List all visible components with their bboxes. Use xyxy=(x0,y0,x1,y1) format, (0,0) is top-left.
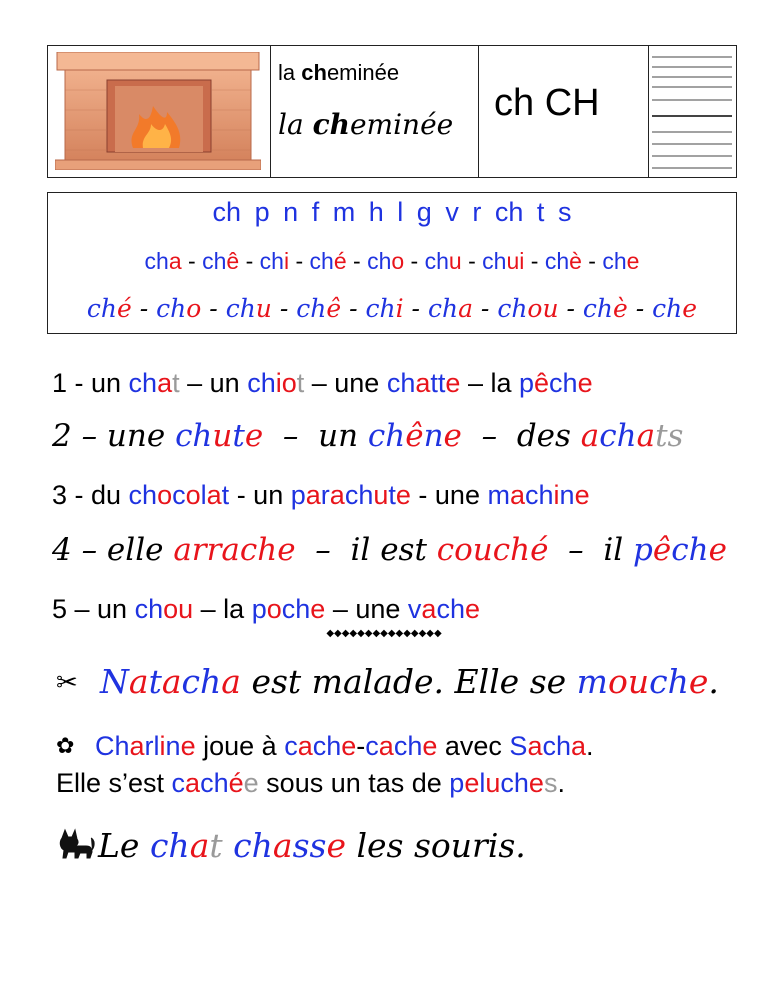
text-segment: ou xyxy=(163,594,194,624)
text-segment: – la xyxy=(193,594,252,624)
reading-line-5 xyxy=(52,594,480,625)
text-segment: t xyxy=(296,368,305,398)
syllable-vowel: a xyxy=(458,294,473,323)
text-segment: S xyxy=(509,731,528,761)
text-segment: a xyxy=(206,480,222,510)
word-cursive xyxy=(278,108,453,141)
reading-line-3 xyxy=(52,480,590,511)
letter-item: p xyxy=(254,197,270,227)
text-segment: ch xyxy=(181,662,222,701)
text-segment: u xyxy=(485,768,501,798)
syllable-consonant: ch xyxy=(156,294,187,323)
text-segment: arrache xyxy=(173,532,296,568)
text-segment: a xyxy=(161,662,182,701)
writing-lines xyxy=(652,52,732,172)
text-segment: a xyxy=(305,480,321,510)
letter-item: h xyxy=(368,197,384,227)
text-segment: e xyxy=(464,594,480,624)
word-cursive-prefix: la xyxy=(278,108,313,141)
text-segment: e xyxy=(180,731,196,761)
text-segment: t xyxy=(172,368,180,398)
letter-item: g xyxy=(416,197,432,227)
text-segment: t xyxy=(148,662,162,701)
text-segment: s xyxy=(543,768,558,798)
text-segment: p xyxy=(518,368,535,398)
text-segment: e xyxy=(395,480,411,510)
sentence-3 xyxy=(98,826,526,865)
syllable-vowel: è xyxy=(613,294,628,323)
syllable-separator: - xyxy=(271,294,297,323)
text-segment: - xyxy=(356,731,366,761)
text-segment: ch xyxy=(233,826,273,865)
text-segment: ê xyxy=(405,418,424,454)
scissors-icon: ✂ xyxy=(56,667,78,697)
text-segment: i xyxy=(553,480,560,510)
letter-item: l xyxy=(397,197,404,227)
text-segment: ts xyxy=(655,418,684,454)
reading-line-1 xyxy=(52,368,593,399)
text-segment: – une xyxy=(304,368,387,398)
text-segment: sous un tas de xyxy=(258,768,450,798)
text-segment: a xyxy=(297,731,313,761)
text-segment: ss xyxy=(292,826,327,865)
text-segment: n xyxy=(165,731,181,761)
syllable-consonant: ch xyxy=(365,294,396,323)
text-segment: ch xyxy=(671,532,709,568)
text-segment: o xyxy=(157,480,173,510)
text-segment: a xyxy=(272,826,293,865)
text-segment: p xyxy=(251,594,267,624)
reading-line-2 xyxy=(52,418,683,454)
letter-item: n xyxy=(283,197,299,227)
syllable-consonant: ch xyxy=(602,248,627,274)
text-segment: tt xyxy=(430,368,446,398)
syllable-separator: - xyxy=(461,248,483,274)
syllable-consonant: ch xyxy=(652,294,683,323)
text-segment: – une xyxy=(325,594,408,624)
text-segment: e xyxy=(688,662,709,701)
cat-icon xyxy=(56,828,96,860)
word-print xyxy=(278,60,399,86)
text-segment: e xyxy=(243,768,259,798)
text-segment: c xyxy=(365,731,379,761)
letter-item: s xyxy=(557,197,572,227)
text-segment: t xyxy=(388,480,396,510)
syllable-vowel: a xyxy=(168,248,182,274)
text-segment: a xyxy=(415,368,431,398)
text-segment: e xyxy=(574,480,590,510)
reading-line-4 xyxy=(52,532,727,568)
text-segment: a xyxy=(128,662,149,701)
text-segment: ch xyxy=(344,480,374,510)
text-segment: e xyxy=(577,368,593,398)
text-segment: n xyxy=(423,418,444,454)
text-segment: ch xyxy=(200,768,229,798)
letter-item: t xyxy=(536,197,545,227)
syllable-consonant: ch xyxy=(482,248,507,274)
text-segment: io xyxy=(275,368,297,398)
text-segment: a xyxy=(129,731,145,761)
letter-item: m xyxy=(332,197,356,227)
syllable-vowel: ê xyxy=(326,294,342,323)
text-segment: u xyxy=(212,418,233,454)
text-segment: u xyxy=(373,480,389,510)
text-segment: est malade. Elle se xyxy=(240,662,577,701)
syllable-vowel: i xyxy=(395,294,404,323)
syllable-consonant: ch xyxy=(427,294,459,323)
letter-item: ch xyxy=(494,197,524,227)
syllable-vowel: e xyxy=(626,248,640,274)
text-segment: ch xyxy=(393,731,423,761)
text-segment: ch xyxy=(549,368,578,398)
text-segment: a xyxy=(527,731,543,761)
text-segment: n xyxy=(559,480,575,510)
syllable-vowel: u xyxy=(255,294,272,323)
text-segment: ou xyxy=(607,662,650,701)
text-segment: ch xyxy=(149,826,190,865)
word-print-suffix: eminée xyxy=(326,60,400,85)
text-segment: ch xyxy=(599,418,637,454)
text-segment: a xyxy=(329,480,345,510)
syllables-print-row xyxy=(47,248,737,275)
text-segment: l xyxy=(479,768,486,798)
letter-item: ch xyxy=(212,197,242,227)
text-segment: e xyxy=(422,731,438,761)
word-cursive-bold: ch xyxy=(312,108,350,141)
text-segment: 5 – un xyxy=(52,594,135,624)
text-segment: ch xyxy=(386,368,416,398)
text-segment: Le xyxy=(98,826,150,865)
syllables-cursive-row xyxy=(47,294,737,323)
text-segment: o xyxy=(185,480,201,510)
divider: ◆◆◆◆◆◆◆◆◆◆◆◆◆◆◆ xyxy=(326,628,442,639)
text-segment: a xyxy=(580,418,600,454)
text-segment: c xyxy=(171,768,186,798)
text-segment: - un xyxy=(229,480,291,510)
text-segment: t xyxy=(209,826,223,865)
letter-item: r xyxy=(472,197,482,227)
syllable-consonant: ch xyxy=(296,294,327,323)
text-segment: – il est xyxy=(295,532,437,568)
text-segment: avec xyxy=(437,731,510,761)
text-segment: i xyxy=(159,731,166,761)
syllable-vowel: ou xyxy=(527,294,559,323)
syllable-vowel: è xyxy=(569,248,582,274)
text-segment: – il xyxy=(548,532,634,568)
text-segment: ch xyxy=(128,480,158,510)
text-segment: ch xyxy=(367,418,406,454)
text-segment: ch xyxy=(500,768,529,798)
text-segment: - une xyxy=(410,480,488,510)
text-segment: t xyxy=(232,418,245,454)
text-segment: ch xyxy=(175,418,213,454)
syllable-separator: - xyxy=(524,248,545,274)
text-segment: o xyxy=(266,594,282,624)
text-segment: l xyxy=(200,480,207,510)
letter-item: v xyxy=(445,197,459,227)
text-segment: e xyxy=(341,731,357,761)
syllable-separator: - xyxy=(403,294,428,323)
text-segment: e xyxy=(708,532,727,568)
syllable-separator: - xyxy=(131,294,157,323)
word-print-prefix: la xyxy=(278,60,302,85)
text-segment: 3 - du xyxy=(52,480,129,510)
sentence-1 xyxy=(100,662,719,701)
text-segment: – la xyxy=(460,368,519,398)
syllable-consonant: ch xyxy=(582,294,614,323)
syllable-vowel: ui xyxy=(506,248,525,274)
syllable-separator: - xyxy=(181,248,203,274)
text-segment: a xyxy=(157,368,173,398)
text-segment: m xyxy=(487,480,510,510)
text-segment: ch xyxy=(128,368,158,398)
syllable-consonant: ch xyxy=(544,248,570,274)
text-segment: c xyxy=(284,731,298,761)
syllable-separator: - xyxy=(472,294,498,323)
text-segment: r xyxy=(320,480,330,510)
syllable-vowel: é xyxy=(117,294,132,323)
syllable-vowel: é xyxy=(333,248,347,274)
syllable-separator: - xyxy=(346,248,368,274)
text-segment: 4 – elle xyxy=(52,532,174,568)
text-segment: Elle s’est xyxy=(56,768,172,798)
syllable-separator: - xyxy=(341,294,366,323)
text-segment: e xyxy=(445,368,461,398)
text-segment: rl xyxy=(144,731,160,761)
syllable-separator: - xyxy=(404,248,425,274)
syllable-consonant: ch xyxy=(259,248,284,274)
syllable-vowel: o xyxy=(391,248,405,274)
text-segment: v xyxy=(407,594,422,624)
syllable-consonant: ch xyxy=(202,248,227,274)
text-segment: a xyxy=(636,418,656,454)
text-segment: e xyxy=(528,768,544,798)
letters-title: ch CH xyxy=(494,82,600,124)
syllable-separator: - xyxy=(289,248,310,274)
text-segment: ch xyxy=(134,594,164,624)
text-segment: p xyxy=(290,480,306,510)
syllable-vowel: ê xyxy=(226,248,240,274)
text-segment: N xyxy=(100,662,129,701)
text-segment: a xyxy=(421,594,437,624)
text-segment: a xyxy=(221,662,241,701)
text-segment: e xyxy=(310,594,326,624)
text-segment: – un xyxy=(179,368,248,398)
text-segment: p xyxy=(449,768,465,798)
syllable-separator: - xyxy=(558,294,583,323)
text-segment: couché xyxy=(436,532,549,568)
text-segment: p xyxy=(633,532,653,568)
syllable-consonant: ch xyxy=(86,294,118,323)
text-segment: é xyxy=(228,768,244,798)
syllable-consonant: ch xyxy=(497,294,528,323)
text-segment: ch xyxy=(542,731,571,761)
text-segment: joue à xyxy=(195,731,285,761)
text-segment: e xyxy=(443,418,462,454)
text-segment: les souris. xyxy=(345,826,526,865)
letters-row xyxy=(47,197,737,228)
fireplace-illustration xyxy=(55,52,261,170)
text-segment xyxy=(223,826,234,865)
word-print-bold: ch xyxy=(301,60,327,85)
text-segment: c xyxy=(172,480,186,510)
syllable-separator: - xyxy=(627,294,653,323)
text-segment: ch xyxy=(525,480,554,510)
sentence-2-line-2 xyxy=(56,768,565,799)
syllable-consonant: ch xyxy=(309,248,334,274)
syllable-separator: - xyxy=(201,294,226,323)
text-segment: 1 - un xyxy=(52,368,129,398)
syllable-vowel: i xyxy=(283,248,290,274)
sentence-2-line-1 xyxy=(95,731,594,762)
text-segment: – un xyxy=(263,418,368,454)
text-segment: 2 – une xyxy=(52,418,176,454)
syllable-separator: - xyxy=(239,248,260,274)
text-segment: e xyxy=(244,418,264,454)
text-segment: a xyxy=(185,768,201,798)
text-segment: ch xyxy=(436,594,465,624)
syllable-consonant: ch xyxy=(367,248,392,274)
text-segment: . xyxy=(708,662,719,701)
text-segment: a xyxy=(509,480,525,510)
text-segment: e xyxy=(464,768,480,798)
text-segment: a xyxy=(189,826,210,865)
text-segment: ch xyxy=(312,731,342,761)
text-segment: – des xyxy=(461,418,581,454)
text-segment: t xyxy=(221,480,230,510)
syllable-vowel: e xyxy=(682,294,698,323)
syllable-consonant: ch xyxy=(225,294,256,323)
text-segment: ê xyxy=(534,368,550,398)
syllable-vowel: u xyxy=(448,248,462,274)
text-segment: e xyxy=(326,826,346,865)
word-cursive-suffix: eminée xyxy=(349,108,454,141)
syllable-consonant: ch xyxy=(424,248,449,274)
text-segment: a xyxy=(571,731,587,761)
text-segment: a xyxy=(378,731,394,761)
syllable-vowel: o xyxy=(186,294,202,323)
syllable-separator: - xyxy=(581,248,603,274)
text-segment: . xyxy=(557,768,565,798)
text-segment: . xyxy=(586,731,594,761)
flower-icon: ✿ xyxy=(56,733,75,758)
letter-item: f xyxy=(311,197,320,227)
text-segment: m xyxy=(576,662,608,701)
text-segment: ch xyxy=(649,662,689,701)
syllable-consonant: ch xyxy=(144,248,169,274)
text-segment: ê xyxy=(652,532,672,568)
text-segment: ch xyxy=(281,594,311,624)
text-segment: Ch xyxy=(95,731,130,761)
text-segment: ch xyxy=(247,368,276,398)
